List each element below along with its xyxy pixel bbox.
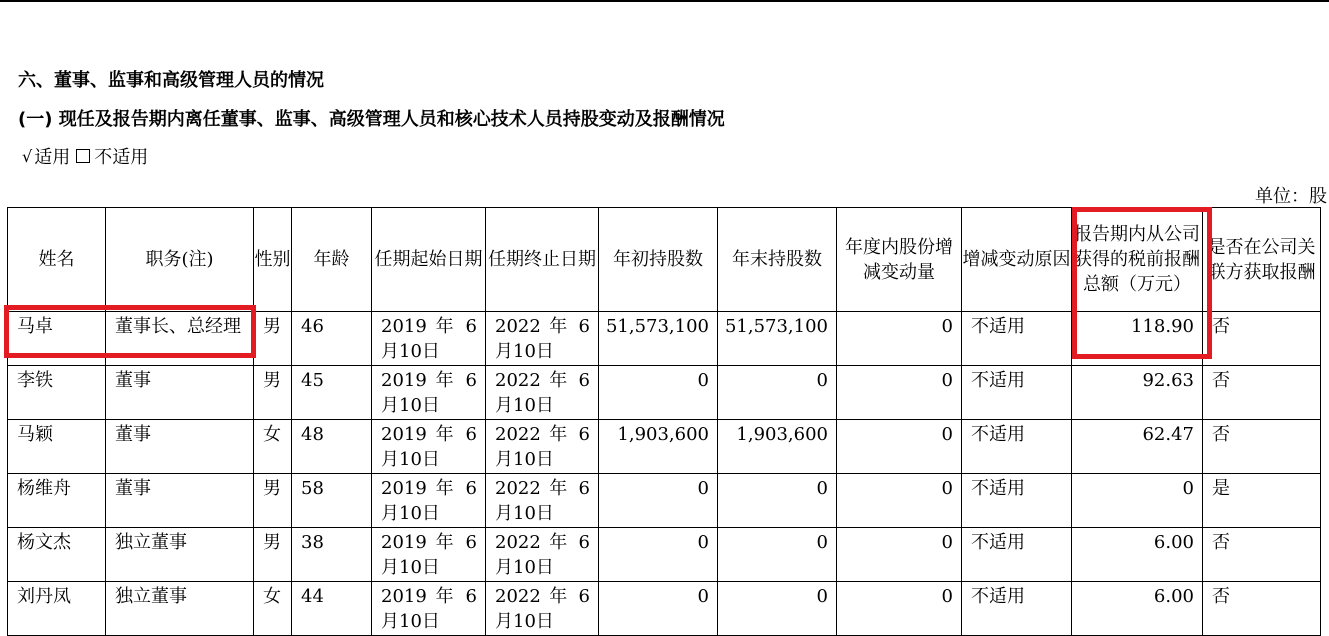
end-shares-cell: 0 — [718, 528, 837, 582]
column-header: 年末持股数 — [718, 208, 837, 312]
end-date-cell: 2022 年 6 月10日 — [486, 420, 599, 474]
start-date-cell: 2019 年 6 月10日 — [372, 582, 486, 636]
subsection-title: (一) 现任及报告期内离任董事、监事、高级管理人员和核心技术人员持股变动及报酬情况 — [18, 109, 725, 130]
column-header: 姓名 — [8, 208, 106, 312]
related-pay-cell: 否 — [1203, 528, 1321, 582]
end-shares-cell: 51,573,100 — [718, 312, 837, 366]
title-cell: 董事 — [106, 366, 254, 420]
gender-cell: 女 — [254, 420, 292, 474]
table-row — [8, 582, 1321, 636]
change-cell: 0 — [837, 528, 962, 582]
end-date-cell: 2022 年 6 月10日 — [486, 528, 599, 582]
end-shares-cell: 0 — [718, 474, 837, 528]
start-date-cell: 2019 年 6 月10日 — [372, 312, 486, 366]
end-date-cell: 2022 年 6 月10日 — [486, 312, 599, 366]
begin-shares-cell: 0 — [599, 474, 718, 528]
age-cell: 45 — [292, 366, 372, 420]
related-pay-cell: 否 — [1203, 582, 1321, 636]
pay-cell: 62.47 — [1072, 420, 1203, 474]
column-header: 是否在公司关联方获取报酬 — [1203, 208, 1321, 312]
reason-cell: 不适用 — [962, 312, 1072, 366]
change-cell: 0 — [837, 420, 962, 474]
related-pay-cell: 否 — [1203, 312, 1321, 366]
gender-cell: 女 — [254, 582, 292, 636]
title-cell: 董事长、总经理 — [106, 312, 254, 366]
related-pay-cell: 是 — [1203, 474, 1321, 528]
column-header: 报告期内从公司获得的税前报酬总额（万元） — [1072, 208, 1203, 312]
begin-shares-cell: 0 — [599, 366, 718, 420]
gender-cell: 男 — [254, 312, 292, 366]
name-cell: 马卓 — [8, 312, 106, 366]
name-cell: 杨文杰 — [8, 528, 106, 582]
column-header: 任期起始日期 — [372, 208, 486, 312]
title-cell: 独立董事 — [106, 528, 254, 582]
not-applicable-option[interactable] — [76, 143, 148, 169]
begin-shares-cell: 0 — [599, 528, 718, 582]
name-cell: 杨维舟 — [8, 474, 106, 528]
change-cell: 0 — [837, 474, 962, 528]
end-shares-cell: 0 — [718, 582, 837, 636]
personnel-table — [7, 207, 1321, 636]
name-cell: 李铁 — [8, 366, 106, 420]
end-date-cell: 2022 年 6 月10日 — [486, 366, 599, 420]
age-cell: 38 — [292, 528, 372, 582]
begin-shares-cell: 1,903,600 — [599, 420, 718, 474]
end-date-cell: 2022 年 6 月10日 — [486, 474, 599, 528]
title-cell: 董事 — [106, 474, 254, 528]
age-cell: 44 — [292, 582, 372, 636]
change-cell: 0 — [837, 366, 962, 420]
reason-cell: 不适用 — [962, 420, 1072, 474]
begin-shares-cell: 0 — [599, 582, 718, 636]
age-cell: 46 — [292, 312, 372, 366]
start-date-cell: 2019 年 6 月10日 — [372, 528, 486, 582]
table-header-row — [8, 208, 1321, 312]
empty-checkbox-icon — [76, 149, 90, 163]
column-header: 年度内股份增减变动量 — [837, 208, 962, 312]
name-cell: 刘丹凤 — [8, 582, 106, 636]
name-cell: 马颖 — [8, 420, 106, 474]
not-applicable-label: 不适用 — [94, 147, 149, 168]
section-title: 六、董事、监事和高级管理人员的情况 — [18, 70, 324, 91]
related-pay-cell: 否 — [1203, 420, 1321, 474]
reason-cell: 不适用 — [962, 366, 1072, 420]
applicable-option[interactable] — [22, 143, 70, 169]
reason-cell: 不适用 — [962, 582, 1072, 636]
gender-cell: 男 — [254, 366, 292, 420]
table-row — [8, 312, 1321, 366]
column-header: 性别 — [254, 208, 292, 312]
age-cell: 48 — [292, 420, 372, 474]
top-rule — [0, 0, 1329, 2]
change-cell: 0 — [837, 312, 962, 366]
table-body — [8, 312, 1321, 636]
end-date-cell: 2022 年 6 月10日 — [486, 582, 599, 636]
related-pay-cell: 否 — [1203, 366, 1321, 420]
pay-cell: 0 — [1072, 474, 1203, 528]
column-header: 年龄 — [292, 208, 372, 312]
start-date-cell: 2019 年 6 月10日 — [372, 420, 486, 474]
start-date-cell: 2019 年 6 月10日 — [372, 474, 486, 528]
gender-cell: 男 — [254, 528, 292, 582]
end-shares-cell: 0 — [718, 366, 837, 420]
column-header: 增减变动原因 — [962, 208, 1072, 312]
table-row — [8, 474, 1321, 528]
table-row — [8, 366, 1321, 420]
age-cell: 58 — [292, 474, 372, 528]
unit-label: 单位：股 — [1255, 186, 1327, 207]
checkmark-icon: √ — [22, 146, 33, 166]
gender-cell: 男 — [254, 474, 292, 528]
end-shares-cell: 1,903,600 — [718, 420, 837, 474]
change-cell: 0 — [837, 582, 962, 636]
table-row — [8, 420, 1321, 474]
column-header: 年初持股数 — [599, 208, 718, 312]
title-cell: 董事 — [106, 420, 254, 474]
start-date-cell: 2019 年 6 月10日 — [372, 366, 486, 420]
pay-cell: 92.63 — [1072, 366, 1203, 420]
reason-cell: 不适用 — [962, 474, 1072, 528]
column-header: 任期终止日期 — [486, 208, 599, 312]
reason-cell: 不适用 — [962, 528, 1072, 582]
title-cell: 独立董事 — [106, 582, 254, 636]
column-header: 职务(注) — [106, 208, 254, 312]
begin-shares-cell: 51,573,100 — [599, 312, 718, 366]
pay-cell: 6.00 — [1072, 528, 1203, 582]
pay-cell: 6.00 — [1072, 582, 1203, 636]
applicability-options — [22, 143, 148, 169]
table-row — [8, 528, 1321, 582]
pay-cell: 118.90 — [1072, 312, 1203, 366]
applicable-label: 适用 — [34, 147, 71, 168]
